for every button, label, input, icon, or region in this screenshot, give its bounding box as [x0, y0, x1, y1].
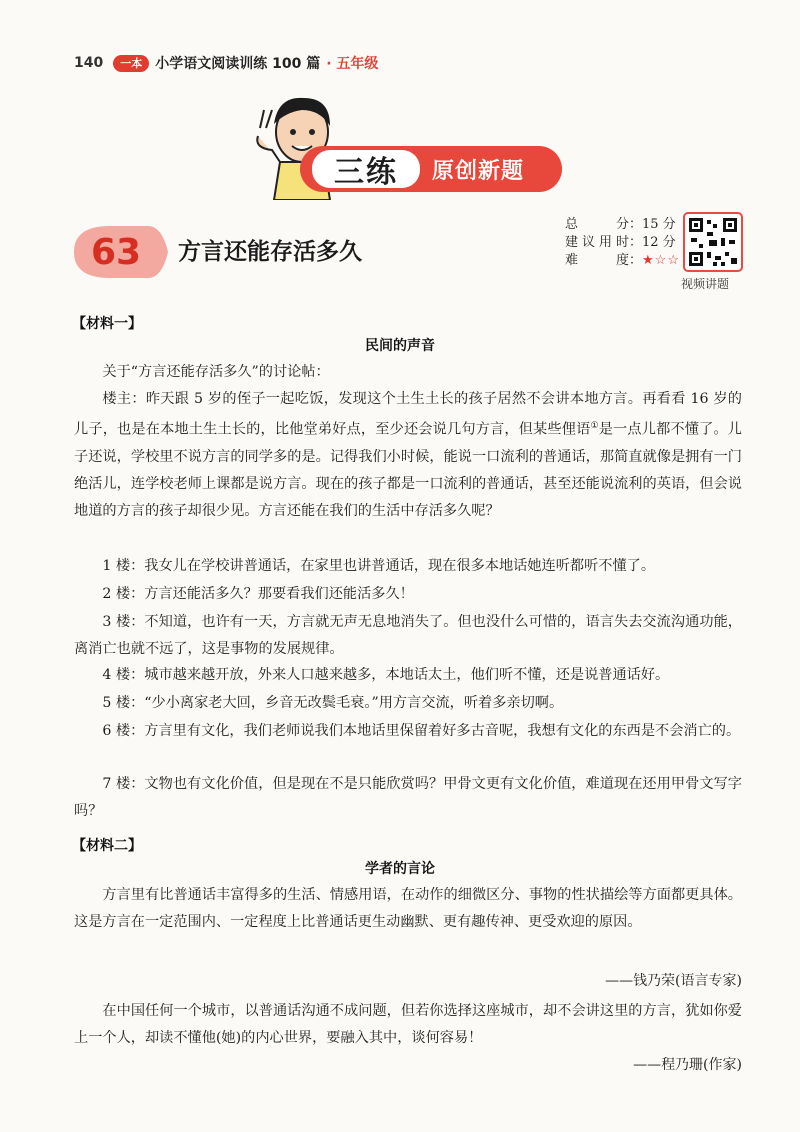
floor-2: 2 楼：方言还能活多久？那要看我们还能活多久！ — [102, 586, 414, 602]
floor-6: 6 楼：方言里有文化，我们老师说我们本地话里保留着好多古音呢，我想有文化的东西是不会消亡的。 — [102, 723, 741, 739]
host-post-part-b: 是一点儿都不懂了。儿子还说，学校里不说方言的同学多的是。记得我们小时候，能说一口流利的普通话，那简直就像是拥有一门绝活儿，连学校老师上课都是说方言。现在的孩子都是一口流利的普通话，甚至还能说流利的英语，但会说地道的方言的孩子却很少见。方言还能在我们的生活中存活多久呢？ — [74, 421, 742, 519]
material1-intro: 关于“方言还能存活多久”的讨论帖： — [102, 364, 330, 380]
video-caption: 视频讲题 — [681, 277, 730, 291]
floor-1: 1 楼：我女儿在学校讲普通话，在家里也讲普通话，现在很多本地话她连听都听不懂了。 — [102, 558, 656, 574]
lesson-title: 方言还能存活多久 — [178, 239, 362, 265]
material2-paragraph-1: 方言里有比普通话丰富得多的生活、情感用语，在动作的细微区分、事物的性状描绘等方面都更具体。这是方言在一定范围内、一定程度上比普通话更生动幽默、更有趣传神、更受欢迎的原因。 — [74, 887, 742, 930]
signature-qian: ——钱乃荣(语言专家) — [605, 973, 742, 989]
difficulty-label: 难 度 — [565, 253, 629, 268]
running-header — [74, 52, 378, 74]
difficulty-stars-empty: ☆☆ — [654, 253, 680, 268]
qr-code-icon[interactable] — [683, 212, 743, 272]
suggested-time-label: 建议用时 — [565, 235, 629, 250]
material1-title: 民间的声音 — [365, 338, 435, 354]
floor-7: 7 楼：文物也有文化价值，但是现在不是只能欣赏吗？甲骨文更有文化价值，难道现在还用甲骨文写字吗？ — [74, 776, 742, 819]
signature-cheng: ——程乃珊(作家) — [633, 1057, 742, 1073]
difficulty-row — [565, 252, 680, 270]
info-lines — [565, 216, 680, 270]
floor-5: 5 楼：“少小离家老大回，乡音无改鬓毛衰。”用方言交流，听着多亲切啊。 — [102, 695, 564, 711]
book-title: 小学语文阅读训练 100 篇 — [155, 56, 321, 72]
section-banner — [300, 146, 562, 192]
banner-left-label: 三练 — [312, 150, 420, 188]
floor-4: 4 楼：城市越来越开放，外来人口越来越多，本地话太土，他们听不懂，还是说普通话好。 — [102, 667, 670, 683]
lesson-number: 63 — [90, 232, 142, 273]
total-score-row — [565, 216, 680, 234]
page-number: 140 — [74, 55, 104, 71]
host-post-part-a: 楼主：昨天跟 5 岁的侄子一起吃饭，发现这个土生土长的孩子居然不会讲本地方言。再看看 16 岁的儿子，也是在本地土生土长的，比他堂弟好点，至少还会说几句方言，但某些俚语 — [74, 391, 742, 438]
material2-label: 【材料二】 — [72, 838, 142, 854]
footnote-mark: ① — [590, 421, 599, 431]
material2-title: 学者的言论 — [365, 861, 435, 877]
floor-3: 3 楼：不知道，也许有一天，方言就无声无息地消失了。但也没什么可惜的，语言失去交流沟通功能，离消亡也就不远了，这是事物的发展规律。 — [74, 614, 742, 657]
material1-label: 【材料一】 — [72, 316, 142, 332]
banner-right-label: 原创新题 — [432, 158, 525, 184]
difficulty-stars-filled: ★ — [642, 253, 655, 268]
material2-paragraph-2: 在中国任何一个城市，以普通话沟通不成问题，但若你选择这座城市，却不会讲这里的方言，犹如你爱上一个人，却读不懂他(她)的内心世界，要融入其中，谈何容易！ — [74, 1003, 742, 1046]
grade-label: · 五年级 — [326, 56, 379, 72]
difficulty-colon: ： — [629, 253, 643, 268]
lesson-number-badge — [70, 222, 170, 282]
brand-logo: 一本 — [113, 55, 149, 72]
material1-host-post — [74, 386, 742, 525]
suggested-time-row — [565, 234, 680, 252]
total-score-value: ：15 分 — [629, 217, 676, 232]
suggested-time-value: ：12 分 — [629, 235, 676, 250]
total-score-label: 总 分 — [565, 217, 629, 232]
score-info-box — [565, 212, 740, 274]
